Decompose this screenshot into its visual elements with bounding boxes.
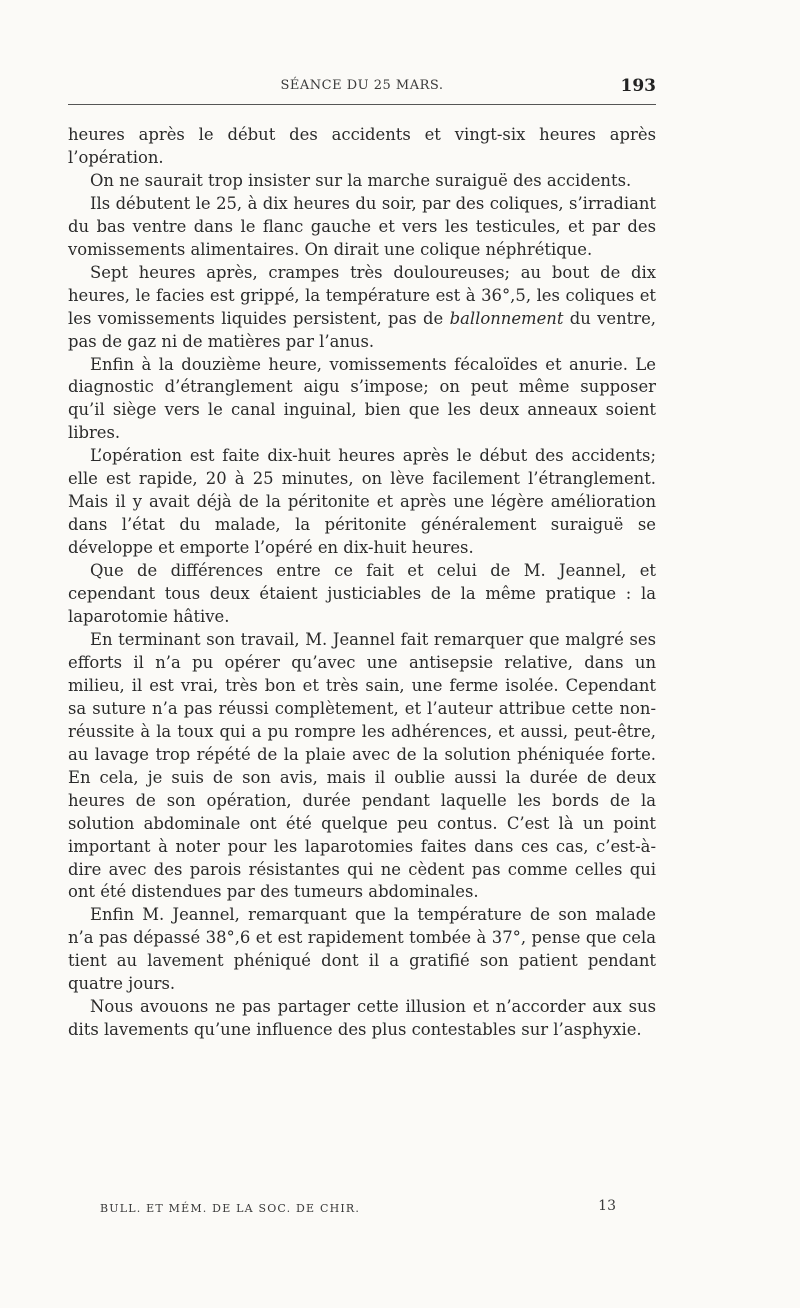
paragraph-with-italic xyxy=(68,262,656,354)
paragraph: Ils débutent le 25, à dix heures du soir, par des coliques, s’irradiant du bas ventre dans le flanc gauche et vers les testicules, et par des vomissements alimentaires. On dirait une colique néphrétique. xyxy=(68,193,656,259)
paragraph: Enfin à la douzième heure, vomissements fécaloïdes et anurie. Le diagnostic d’étranglement aigu s’impose; on peut même supposer qu’il siège vers le canal inguinal, bien que les deux anneaux soient libres. xyxy=(68,354,656,443)
running-title: SÉANCE DU 25 MARS. xyxy=(280,78,444,93)
page-number: 193 xyxy=(620,76,656,96)
sheet-number: 13 xyxy=(598,1198,616,1214)
bulletin-signature: BULL. ET MÉM. DE LA SOC. DE CHIR. xyxy=(100,1202,361,1215)
paragraph: On ne saurait trop insister sur la marche suraiguë des accidents. xyxy=(90,170,632,190)
paragraph: Enfin M. Jeannel, remarquant que la température de son malade n’a pas dépassé 38°,6 et est rapidement tombée à 37°, pense que cela tient au lavement phéniqué dont il a gratifié son patient pendant quatre jours. xyxy=(68,905,656,994)
text-run: du ventre, pas de gaz ni de matières par l’anus. xyxy=(68,308,656,351)
paragraph-continued: heures après le début des accidents et vingt-six heures après l’opération. xyxy=(68,125,656,167)
paragraph: Nous avouons ne pas partager cette illusion et n’accorder aux sus dits lavements qu’une influence des plus contestables sur l’asphyxie. xyxy=(68,997,656,1040)
running-head xyxy=(68,76,656,100)
page-footer xyxy=(100,1198,616,1218)
paragraph: Que de différences entre ce fait et celui de M. Jeannel, et cependant tous deux étaient justiciables de la même pratique : la laparotomie hâtive. xyxy=(68,561,656,627)
header-rule xyxy=(68,104,656,105)
body-text xyxy=(68,124,656,1042)
italic-term: ballonnement xyxy=(449,308,564,328)
paragraph: En terminant son travail, M. Jeannel fait remarquer que malgré ses efforts il n’a pu opérer qu’avec une antisepsie relative, dans un milieu, il est vrai, très bon et très sain, une ferme isolée. Cependant sa suture n’a pas réussi complètement, et l’auteur attribue cette non-réussite à la toux qui a pu rompre les adhérences, et aussi, peut-être, au lavage trop répété de la plaie avec de la solution phéniquée forte. En cela, je suis de son avis, mais il oublie aussi la durée de deux heures de son opération, durée pendant laquelle les bords de la solution abdominale ont été quelque peu contus. C’est là un point important à noter pour les laparotomies faites dans ces cas, c’est-à-dire avec des parois résistantes qui ne cèdent pas comme celles qui ont été distendues par des tumeurs abdominales. xyxy=(68,629,656,902)
paragraph: L’opération est faite dix-huit heures après le début des accidents; elle est rapide, 20 à 25 minutes, on lève facilement l’étranglement. Mais il y avait déjà de la péritonite et après une légère amélioration dans l’état du malade, la péritonite généralement suraiguë se développe et emporte l’opéré en dix-huit heures. xyxy=(68,446,656,558)
text-run: Sept heures après, crampes très douloureuses; au bout de dix heures, le facies est grippé, la température est à 36°,5, les coliques et les vomissements liquides persistent, pas de xyxy=(68,262,656,328)
